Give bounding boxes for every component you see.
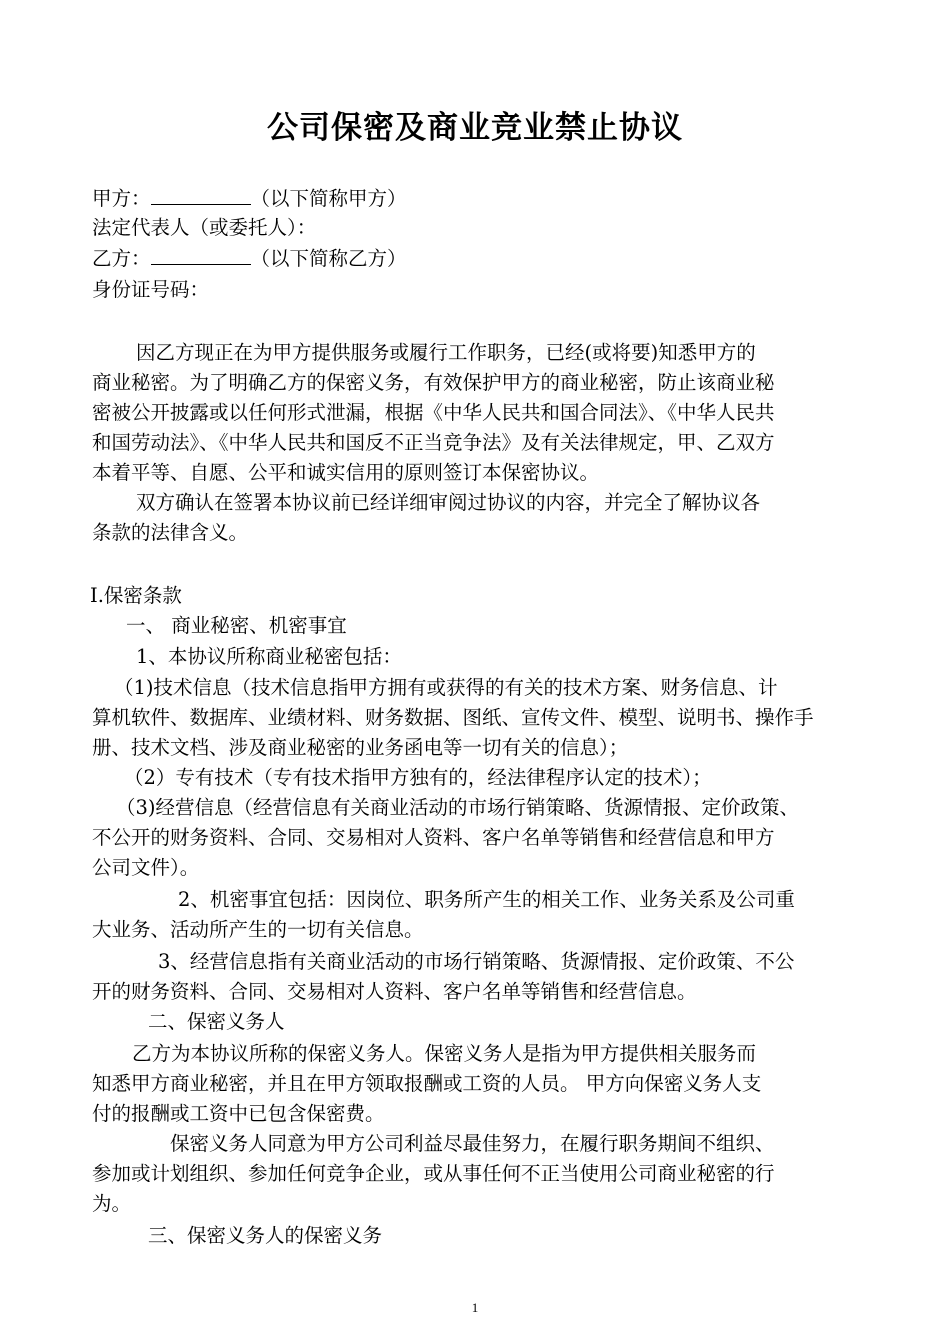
party-b-label: 乙方： bbox=[92, 247, 151, 270]
section-heading: Ⅰ.保密条款 bbox=[90, 584, 182, 607]
text-line: （1)技术信息（技术信息指甲方拥有或获得的有关的技术方案、财务信息、计 bbox=[114, 676, 778, 699]
legal-rep-line: 法定代表人（或委托人）： bbox=[92, 216, 317, 239]
document-title: 公司保密及商业竞业禁止协议 bbox=[267, 110, 683, 146]
text-line: 商业秘密。为了明确乙方的保密义务，有效保护甲方的商业秘密，防止该商业秘 bbox=[92, 371, 775, 394]
text-line: 和国劳动法》、《中华人民共和国反不正当竞争法》及有关法律规定，甲、乙双方 bbox=[92, 431, 775, 454]
party-a-line bbox=[92, 184, 407, 213]
subsection-heading: 一、 商业秘密、机密事宜 bbox=[126, 614, 347, 637]
text-line: 算机软件、数据库、业绩材料、财务数据、图纸、宣传文件、模型、说明书、操作手 bbox=[92, 706, 814, 729]
party-a-label: 甲方： bbox=[92, 187, 151, 210]
text-line: 3、经营信息指有关商业活动的市场行销策略、货源情报、定价政策、不公 bbox=[158, 950, 795, 973]
text-line: 册、技术文档、涉及商业秘密的业务函电等一切有关的信息）； bbox=[92, 736, 629, 759]
text-line: 付的报酬或工资中已包含保密费。 bbox=[92, 1102, 385, 1125]
text-line: 大业务、活动所产生的一切有关信息。 bbox=[92, 918, 424, 941]
text-line: （2）专有技术（专有技术指甲方独有的，经法律程序认定的技术）； bbox=[124, 766, 712, 789]
text-line: 公司文件）。 bbox=[92, 856, 200, 879]
text-line: （3)经营信息（经营信息有关商业活动的市场行销策略、货源情报、定价政策、 bbox=[116, 796, 800, 819]
text-line: 为。 bbox=[92, 1192, 132, 1215]
party-a-blank bbox=[151, 184, 251, 205]
text-line: 双方确认在签署本协议前已经详细审阅过协议的内容，并完全了解协议各 bbox=[136, 491, 761, 514]
party-b-line bbox=[92, 244, 407, 273]
id-number-line: 身份证号码： bbox=[92, 278, 210, 301]
text-line: 不公开的财务资料、合同、交易相对人资料、客户名单等销售和经营信息和甲方 bbox=[92, 826, 775, 849]
text-line: 开的财务资料、合同、交易相对人资料、客户名单等销售和经营信息。 bbox=[92, 980, 697, 1003]
text-line: 2、机密事宜包括：因岗位、职务所产生的相关工作、业务关系及公司重 bbox=[178, 888, 795, 911]
party-a-suffix: （以下简称甲方） bbox=[250, 187, 407, 210]
text-line: 因乙方现正在为甲方提供服务或履行工作职务，已经(或将要)知悉甲方的 bbox=[136, 341, 756, 364]
text-line: 知悉甲方商业秘密，并且在甲方领取报酬或工资的人员。 甲方向保密义务人支 bbox=[92, 1072, 762, 1095]
text-line: 保密义务人同意为甲方公司利益尽最佳努力，在履行职务期间不组织、 bbox=[170, 1132, 775, 1155]
text-line: 1、本协议所称商业秘密包括： bbox=[136, 645, 402, 668]
text-line: 条款的法律含义。 bbox=[92, 521, 249, 544]
page-number: 1 bbox=[471, 1300, 479, 1315]
text-line: 密被公开披露或以任何形式泄漏，根据《中华人民共和国合同法》、《中华人民共 bbox=[92, 401, 775, 424]
text-line: 参加或计划组织、参加任何竞争企业，或从事任何不正当使用公司商业秘密的行 bbox=[92, 1162, 775, 1185]
text-line: 本着平等、自愿、公平和诚实信用的原则签订本保密协议。 bbox=[92, 461, 600, 484]
subsection-heading: 二、保密义务人 bbox=[148, 1010, 285, 1033]
text-line: 乙方为本协议所称的保密义务人。保密义务人是指为甲方提供相关服务而 bbox=[132, 1042, 757, 1065]
party-b-blank bbox=[151, 244, 251, 265]
subsection-heading: 三、保密义务人的保密义务 bbox=[148, 1224, 383, 1247]
party-b-suffix: （以下简称乙方） bbox=[250, 247, 407, 270]
